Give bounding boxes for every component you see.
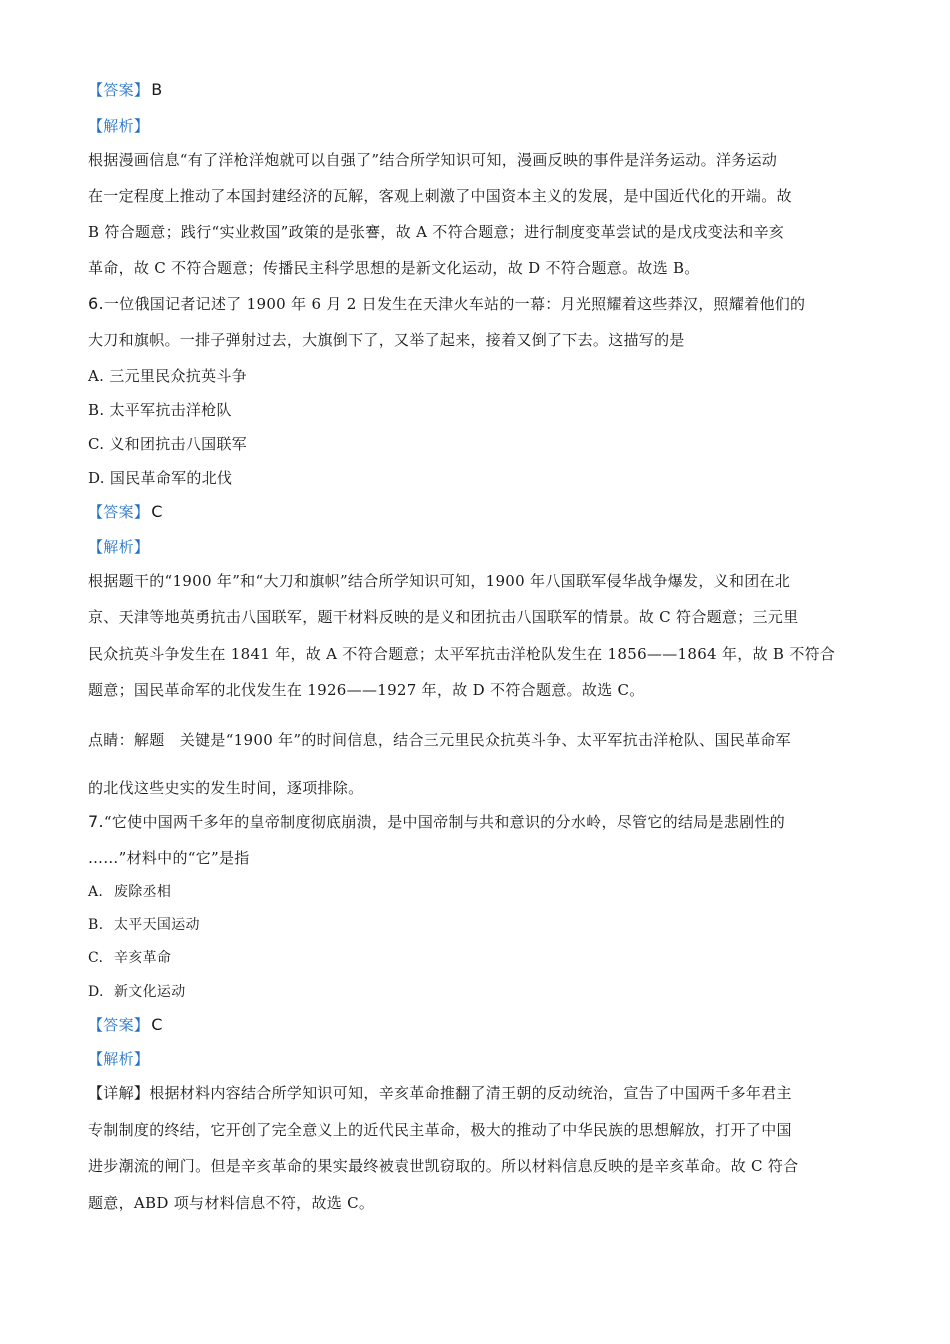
q7-option-b bbox=[88, 915, 200, 935]
q7-analysis-line: 专制制度的终结，它开创了完全意义上的近代民主革命，极大的推动了中华民族的思想解放，打开了中国 bbox=[88, 1121, 792, 1139]
q6-stem-line: 一位俄国记者记述了 1900 年 6 月 2 日发生在天津火车站的一幕：月光照耀着这些莽汉，照耀着他们的 bbox=[103, 295, 806, 313]
q6-option-c: C. 义和团抗击八国联军 bbox=[88, 435, 248, 453]
q7-option-text: 太平天国运动 bbox=[114, 917, 200, 933]
q6-number: 6. bbox=[88, 294, 104, 313]
q7-answer-value: C bbox=[151, 1015, 163, 1034]
q6-answer-tag: 【答案】 bbox=[88, 503, 150, 521]
q7-answer-tag: 【答案】 bbox=[88, 1016, 150, 1034]
q6-option-a: A. 三元里民众抗英斗争 bbox=[88, 367, 247, 385]
q7-answer bbox=[88, 1015, 163, 1035]
q7-analysis-line: 进步潮流的闸门。但是辛亥革命的果实最终被袁世凯窃取的。所以材料信息反映的是辛亥革命。故 C 符合 bbox=[88, 1157, 799, 1175]
q7-stem-line: ……”材料中的“它”是指 bbox=[88, 849, 250, 867]
q5-answer-tag: 【答案】 bbox=[88, 81, 150, 99]
q7-number: 7. bbox=[88, 812, 104, 831]
q6-note-line: 的北伐这些史实的发生时间，逐项排除。 bbox=[88, 779, 364, 797]
q6-option-d: D. 国民革命军的北伐 bbox=[88, 469, 233, 487]
q7-option-d bbox=[88, 982, 186, 1002]
q7-stem-line: “它使中国两千多年的皇帝制度彻底崩溃，是中国帝制与共和意识的分水岭，尽管它的结局是悲剧性的 bbox=[103, 813, 786, 831]
q7-option-text: 新文化运动 bbox=[114, 984, 186, 1000]
q6-analysis-line: 题意；国民革命军的北伐发生在 1926——1927 年，故 D 不符合题意。故选 C。 bbox=[88, 681, 645, 699]
q5-analysis-line: 根据漫画信息“有了洋枪洋炮就可以自强了”结合所学知识可知，漫画反映的事件是洋务运动。洋务运动 bbox=[88, 151, 778, 169]
q6-stem bbox=[88, 294, 805, 314]
q6-analysis-line: 根据题干的“1900 年”和“大刀和旗帜”结合所学知识可知，1900 年八国联军侵华战争爆发，义和团在北 bbox=[88, 572, 791, 590]
q7-option-a bbox=[88, 882, 171, 902]
q5-answer bbox=[88, 80, 162, 100]
q5-analysis-line: 革命，故 C 不符合题意；传播民主科学思想的是新文化运动，故 D 不符合题意。故选 B。 bbox=[88, 259, 700, 277]
q7-option-letter: A. bbox=[88, 884, 104, 900]
q6-analysis-tag: 【解析】 bbox=[88, 538, 150, 556]
q6-stem-line: 大刀和旗帜。一排子弹射过去，大旗倒下了，又举了起来，接着又倒了下去。这描写的是 bbox=[88, 331, 685, 349]
q5-analysis-tag: 【解析】 bbox=[88, 117, 150, 135]
q7-option-letter: B. bbox=[88, 917, 104, 933]
q7-analysis-line: 【详解】根据材料内容结合所学知识可知，辛亥革命推翻了清王朝的反动统治，宣告了中国两千多年君主 bbox=[88, 1084, 792, 1102]
q6-analysis-line: 民众抗英斗争发生在 1841 年，故 A 不符合题意；太平军抗击洋枪队发生在 1856——1864 年，故 B 不符合 bbox=[88, 645, 836, 663]
q6-option-b: B. 太平军抗击洋枪队 bbox=[88, 401, 232, 419]
q7-option-letter: C. bbox=[88, 950, 104, 966]
q6-analysis-line: 京、天津等地英勇抗击八国联军，题干材料反映的是义和团抗击八国联军的情景。故 C 符合题意；三元里 bbox=[88, 608, 799, 626]
q7-stem bbox=[88, 812, 785, 832]
q6-answer bbox=[88, 502, 163, 522]
q7-analysis-tag: 【解析】 bbox=[88, 1050, 150, 1068]
q5-analysis-line: B 符合题意；践行“实业救国”政策的是张謇，故 A 不符合题意；进行制度变革尝试的是戊戌变法和辛亥 bbox=[88, 223, 785, 241]
q7-option-c bbox=[88, 948, 171, 968]
q7-analysis-line: 题意，ABD 项与材料信息不符，故选 C。 bbox=[88, 1194, 375, 1212]
q7-option-letter: D. bbox=[88, 984, 104, 1000]
q6-answer-value: C bbox=[151, 502, 163, 521]
q5-answer-value: B bbox=[151, 80, 163, 99]
q6-note-line: 点睛：解题 关键是“1900 年”的时间信息，结合三元里民众抗英斗争、太平军抗击洋枪队、国民革命军 bbox=[88, 731, 791, 749]
q7-option-text: 辛亥革命 bbox=[114, 950, 172, 966]
q7-option-text: 废除丞相 bbox=[114, 884, 172, 900]
q5-analysis-line: 在一定程度上推动了本国封建经济的瓦解，客观上刺激了中国资本主义的发展，是中国近代化的开端。故 bbox=[88, 187, 792, 205]
